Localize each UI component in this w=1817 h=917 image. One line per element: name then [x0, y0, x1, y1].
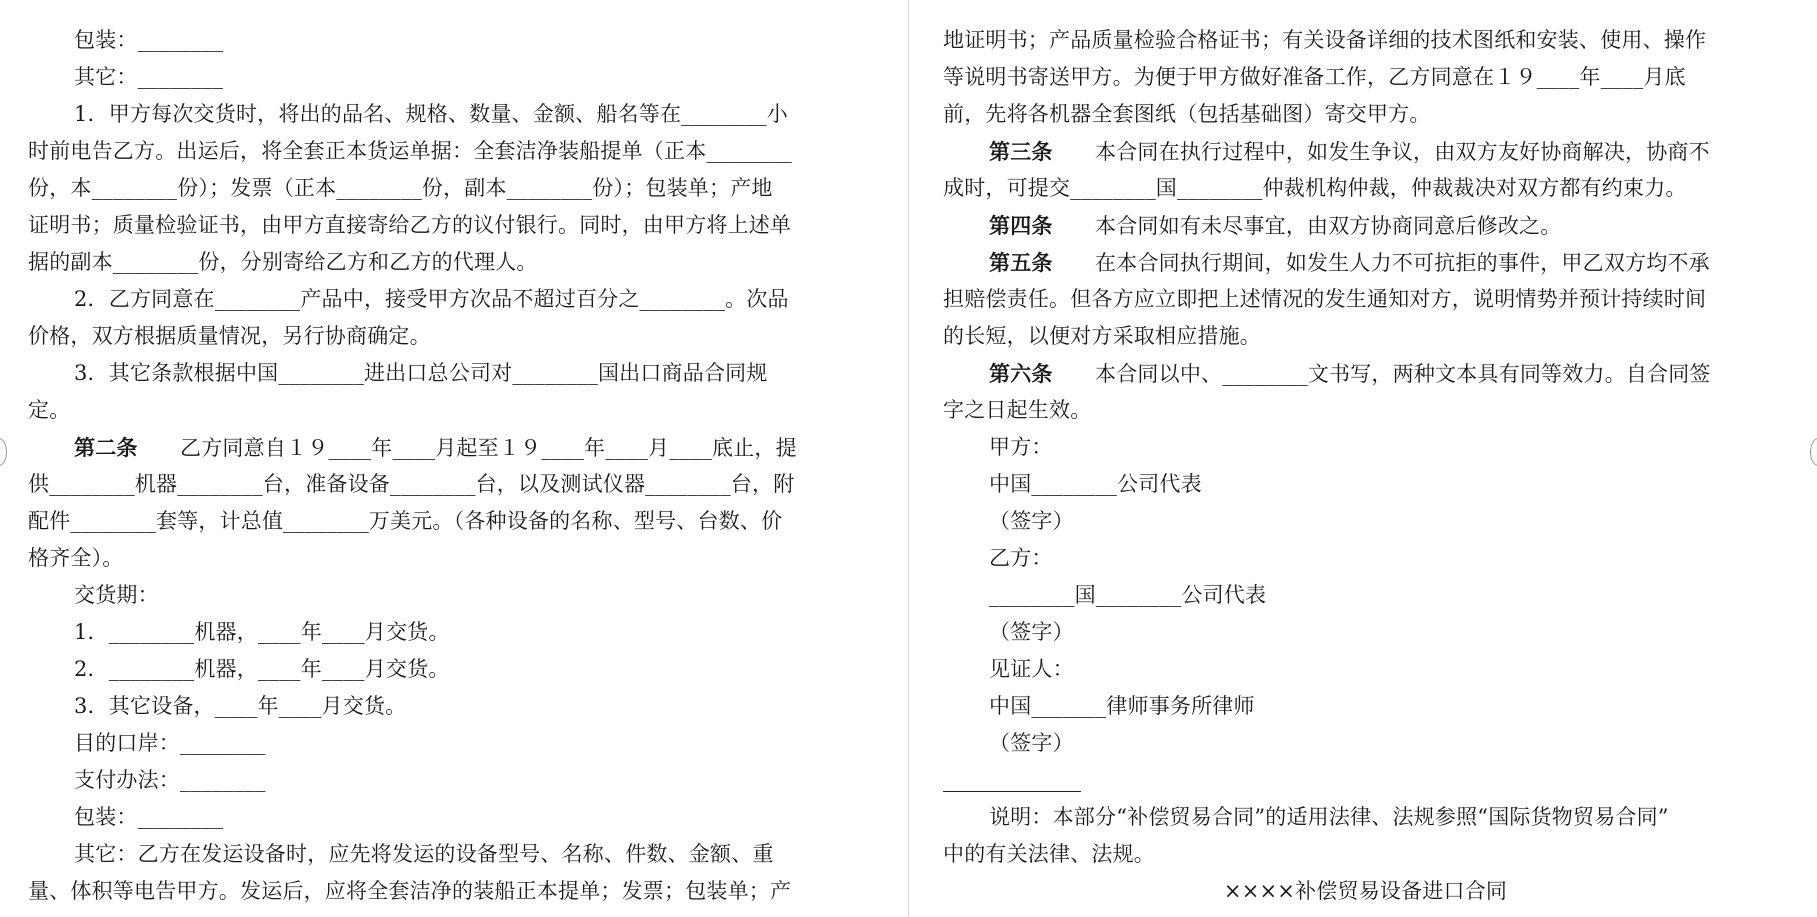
article-4-line — [989, 207, 1561, 244]
witness-lawyer: 中国_______律师事务所律师 — [989, 694, 1255, 718]
delivery-period-label: 交货期： — [74, 583, 159, 607]
article-3-heading: 第三条 — [989, 139, 1053, 164]
text-line: 字之日起生效。 — [943, 398, 1092, 422]
note-line: 中的有关法律、法规。 — [943, 842, 1155, 866]
article-3-text: 本合同在执行过程中，如发生争议，由双方友好协商解决，协商不 — [1095, 140, 1710, 164]
packing-line: 包装：________ — [74, 805, 224, 829]
article-5-text: 在本合同执行期间，如发生人力不可抗拒的事件，甲乙双方均不承 — [1095, 251, 1710, 275]
article-6-heading: 第六条 — [989, 361, 1053, 386]
text-line: 定。 — [28, 398, 71, 422]
text-line: 供________机器________台，准备设备________台，以及测试仪器________台，附 — [28, 472, 795, 496]
article-2-line — [74, 429, 797, 466]
page-divider — [908, 0, 909, 917]
document-title: ××××补偿贸易设备进口合同 — [1223, 879, 1508, 903]
text-line: 3．其它条款根据中国________进出口总公司对________国出口商品合同规 — [74, 361, 768, 385]
witness-label: 见证人： — [989, 657, 1074, 681]
other-line: 其它：________ — [74, 65, 224, 89]
text-line: 量、体积等电告甲方。发运后，应将全套洁净的装船正本提单；发票；包装单；产 — [28, 879, 792, 903]
delivery-item: 1．________机器，____年____月交货。 — [74, 620, 450, 644]
footnote-rule — [943, 791, 1081, 792]
party-b-label: 乙方： — [989, 546, 1053, 570]
article-6-text: 本合同以中、________文书写，两种文本具有同等效力。自合同签 — [1095, 362, 1711, 386]
party-b-representative: ________国________公司代表 — [989, 583, 1267, 607]
text-line: 时前电告乙方。出运后，将全套正本货运单据：全套洁净装船提单（正本________ — [28, 139, 792, 163]
article-2-heading: 第二条 — [74, 435, 138, 460]
text-line: 前，先将各机器全套图纸（包括基础图）寄交甲方。 — [943, 102, 1431, 126]
destination-port-line: 目的口岸：________ — [74, 731, 266, 755]
article-5-line — [989, 244, 1710, 281]
text-line: 份，本________份）；发票（正本________份，副本________份）；包装单；产地 — [28, 176, 773, 200]
text-line: 价格，双方根据质量情况，另行协商确定。 — [28, 324, 431, 348]
article-4-heading: 第四条 — [989, 213, 1053, 238]
text-line: 格齐全）。 — [28, 546, 124, 570]
text-line: 2．乙方同意在________产品中，接受甲方次品不超过百分之________。次品 — [74, 287, 789, 311]
article-4-text: 本合同如有未尽事宜，由双方协商同意后修改之。 — [1095, 214, 1562, 238]
delivery-item: 2．________机器，____年____月交货。 — [74, 657, 450, 681]
text-line: 地证明书；产品质量检验合格证书；有关设备详细的技术图纸和安装、使用、操作 — [943, 28, 1707, 52]
article-3-line — [989, 133, 1710, 170]
right-page — [943, 0, 1788, 917]
text-line: 担赔偿责任。但各方应立即把上述情况的发生通知对方，说明情势并预计持续时间 — [943, 287, 1707, 311]
text-line: 成时，可提交________国________仲裁机构仲裁，仲裁裁决对双方都有约束力。 — [943, 176, 1687, 200]
delivery-item: 3．其它设备，____年____月交货。 — [74, 694, 407, 718]
page-binding-ring-left — [0, 438, 7, 466]
left-page — [28, 0, 860, 917]
note-line: 说明：本部分“补偿贸易合同”的适用法律、法规参照“国际货物贸易合同” — [989, 805, 1669, 829]
text-line: 等说明书寄送甲方。为便于甲方做好准备工作，乙方同意在１９____年____月底 — [943, 65, 1686, 89]
party-a-representative: 中国________公司代表 — [989, 472, 1202, 496]
text-line: 证明书；质量检验证书，由甲方直接寄给乙方的议付银行。同时，由甲方将上述单 — [28, 213, 792, 237]
signature-label: （签字） — [989, 731, 1074, 755]
article-2-text: 乙方同意自１９____年____月起至１９____年____月____底止，提 — [180, 436, 797, 460]
signature-label: （签字） — [989, 509, 1074, 533]
text-line: 1．甲方每次交货时，将出的品名、规格、数量、金额、船名等在________小 — [74, 102, 788, 126]
article-6-line — [989, 355, 1711, 392]
payment-method-line: 支付办法：________ — [74, 768, 266, 792]
page-binding-ring-right — [1810, 438, 1817, 466]
party-a-label: 甲方： — [989, 435, 1053, 459]
packing-line: 包装：________ — [74, 28, 224, 52]
article-5-heading: 第五条 — [989, 250, 1053, 275]
signature-label: （签字） — [989, 620, 1074, 644]
text-line: 其它：乙方在发运设备时，应先将发运的设备型号、名称、件数、金额、重 — [74, 842, 774, 866]
text-line: 的长短，以便对方采取相应措施。 — [943, 324, 1261, 348]
text-line: 配件________套等，计总值________万美元。（各种设备的名称、型号、台数、价 — [28, 509, 783, 533]
text-line: 据的副本________份，分别寄给乙方和乙方的代理人。 — [28, 250, 538, 274]
